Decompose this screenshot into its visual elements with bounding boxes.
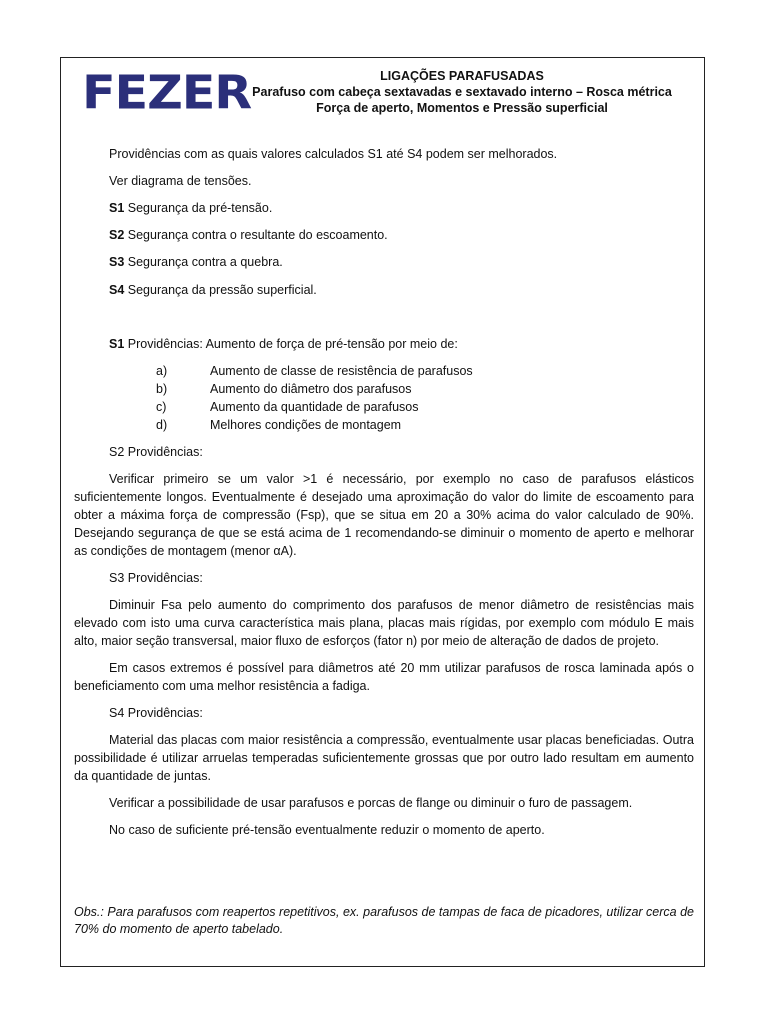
safety-item-s1 — [74, 199, 729, 217]
list-letter: b) — [156, 382, 168, 396]
safety-item-s3 — [74, 253, 729, 271]
safety-item-s2 — [74, 226, 729, 244]
fezer-logo: FEZER — [82, 66, 252, 121]
document-header — [222, 68, 702, 116]
s4-text-3: No caso de suficiente pré-tensão eventualmente reduzir o momento de aperto. — [109, 823, 545, 837]
s4-heading: S4 Providências: — [109, 706, 203, 720]
list-text: Aumento da quantidade de parafusos — [210, 400, 419, 414]
header-subtitle-2: Força de aperto, Momentos e Pressão superficial — [316, 101, 608, 115]
safety-label: S2 — [109, 228, 125, 242]
s2-text: Verificar primeiro se um valor >1 é necessário, por exemplo no caso de parafusos elásticos suficientemente longos. Eventualmente é desejado uma aproximação do valor do limite de escoamento para obter a máxima força de compressão (Fsp), que se situa em 20 a 30% acima do valor calculado de 90%. Desejando segurança de que se está acima de 1 recomendando-se diminuir o momento de aperto e melhorar as condições de montagem (menor αA). — [74, 472, 694, 558]
s4-paragraph-3 — [74, 821, 694, 839]
observation-note: Obs.: Para parafusos com reapertos repetitivos, ex. parafusos de tampas de faca de picadores, utilizar cerca de 70% do momento de aperto tabelado. — [74, 905, 694, 936]
s2-heading: S2 Providências: — [109, 445, 203, 459]
list-text: Melhores condições de montagem — [210, 418, 402, 432]
list-letter: c) — [156, 400, 167, 414]
list-letter: a) — [156, 364, 168, 378]
list-text: Aumento do diâmetro dos parafusos — [210, 382, 412, 396]
s2-paragraph — [74, 470, 694, 560]
list-text: Aumento de classe de resistência de parafusos — [210, 364, 473, 378]
safety-item-s4 — [74, 281, 729, 299]
header-subtitle: Parafuso com cabeça sextavadas e sextavado interno – Rosca métrica — [252, 85, 672, 99]
s3-text-2: Em casos extremos é possível para diâmetros até 20 mm utilizar parafusos de rosca laminada após o beneficiamento com uma melhor resistência a fadiga. — [74, 661, 694, 693]
s3-heading: S3 Providências: — [109, 571, 203, 585]
s4-paragraph-2 — [74, 794, 694, 812]
s4-text-1: Material das placas com maior resistência a compressão, eventualmente usar placas beneficiadas. Outra possibilidade é utilizar arruelas temperadas suficientemente grossas que por outro lado resultam em aumento da quantidade de juntas. — [74, 733, 694, 783]
s1-heading — [74, 335, 729, 353]
safety-text: Segurança contra o resultante do escoamento. — [124, 228, 388, 242]
s4-paragraph-1 — [74, 731, 694, 785]
safety-text: Segurança da pré-tensão. — [124, 201, 273, 215]
header-title: LIGAÇÕES PARAFUSADAS — [380, 69, 544, 83]
list-letter: d) — [156, 418, 168, 432]
s4-text-2: Verificar a possibilidade de usar parafusos e porcas de flange ou diminuir o furo de passagem. — [109, 796, 633, 810]
s3-text-1: Diminuir Fsa pelo aumento do comprimento dos parafusos de menor diâmetro de resistências mais elevado com isto uma curva característica mais plana, placas mais rígidas, por exemplo com módulo E mais alto, maior seção transversal, maior fluxo de esforços (fator n) por meio de alteração de dados de projeto. — [74, 598, 694, 648]
safety-label: S3 — [109, 255, 125, 269]
s3-paragraph-1 — [74, 596, 694, 650]
intro-line-1: Providências com as quais valores calculados S1 até S4 podem ser melhorados. — [109, 147, 558, 161]
s1-label: S1 — [109, 337, 125, 351]
s3-paragraph-2 — [74, 659, 694, 695]
safety-text: Segurança da pressão superficial. — [124, 283, 317, 297]
s1-title: Providências: Aumento de força de pré-tensão por meio de: — [124, 337, 458, 351]
safety-label: S1 — [109, 201, 125, 215]
safety-label: S4 — [109, 283, 125, 297]
safety-text: Segurança contra a quebra. — [124, 255, 283, 269]
intro-line-2: Ver diagrama de tensões. — [109, 174, 252, 188]
